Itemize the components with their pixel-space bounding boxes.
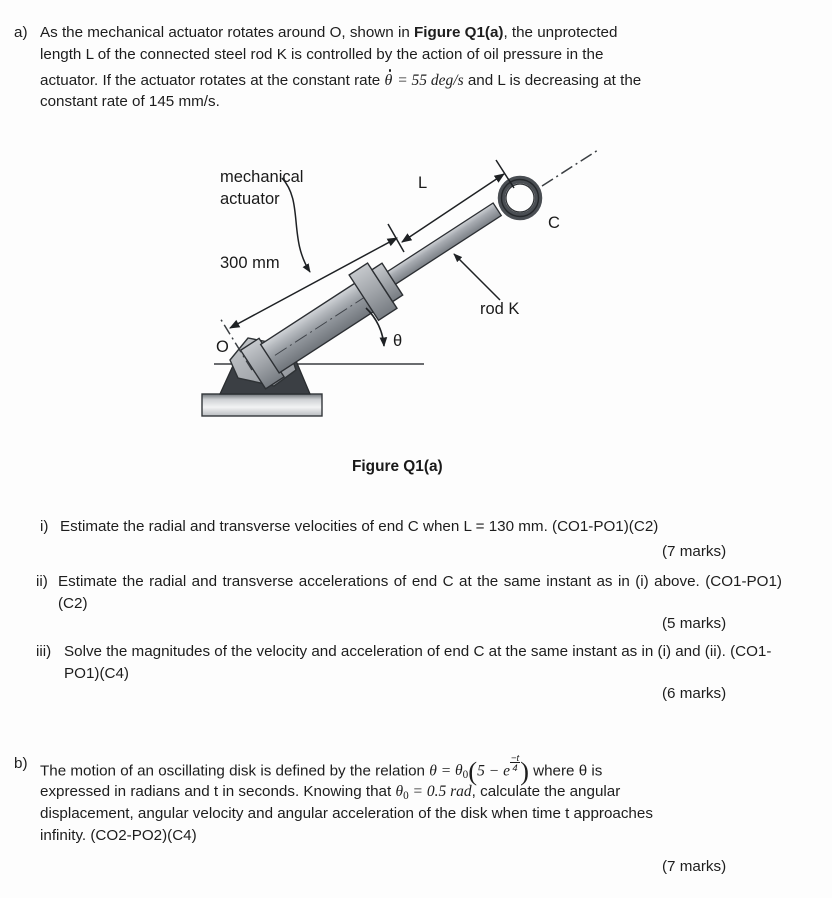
formula-theta: θ (429, 762, 437, 780)
figure-caption: Figure Q1(a) (352, 458, 443, 475)
figure-q1a-diagram (170, 132, 630, 432)
axis-extension-line (542, 150, 598, 186)
part-a-line-3 (40, 70, 784, 92)
part-a-line-4: constant rate of 145 mm/s. (40, 93, 220, 110)
part-b-line-2-post: , calculate the angular (471, 783, 621, 800)
formula-close-paren: ) (520, 756, 529, 787)
part-a-line-1 (40, 22, 780, 44)
theta-zero-value: = 0.5 (408, 783, 451, 800)
theta-dot-value: = 55 (393, 72, 431, 89)
subquestion-iii-marks: (6 marks) (662, 685, 727, 702)
theta-dot-symbol: θ (384, 70, 393, 92)
subquestion-ii-marks: (5 marks) (662, 615, 727, 632)
theta-zero-symbol (395, 783, 409, 803)
formula-theta-zero-sub: 0 (462, 769, 469, 782)
formula-theta-zero-base: θ (455, 762, 463, 780)
formula-exponent-numerator: −t (510, 752, 520, 763)
label-point-o: O (216, 338, 229, 356)
label-mechanical-actuator-line1: mechanical (220, 168, 304, 186)
formula-exponent (510, 753, 520, 773)
part-a-marker: a) (14, 24, 28, 41)
label-angle-theta: θ (393, 332, 403, 350)
figure-reference-bold: Figure Q1(a) (414, 24, 504, 41)
subquestion-ii-marker: ii) (36, 573, 48, 590)
formula-equals: = (436, 762, 456, 780)
subquestion-i-text: Estimate the radial and transverse velocities of end C when L = 130 mm. (CO1-PO1)(C2) (60, 518, 659, 535)
subquestion-ii-text: Estimate the radial and transverse accelerations of end C at the same instant as in (i) above. (CO1-PO1)(C2) (58, 573, 782, 612)
subquestion-iii-marker: iii) (36, 643, 52, 660)
end-c-eye-ring (502, 180, 539, 217)
subquestion-i-marks: (7 marks) (662, 543, 727, 560)
part-a-line-1-pre: As the mechanical actuator rotates around O, shown in (40, 24, 414, 41)
part-a-line-3-pre: actuator. If the actuator rotates at the constant rate (40, 72, 385, 89)
label-point-c: C (548, 214, 560, 232)
subquestion-iii-text: Solve the magnitudes of the velocity and acceleration of end C at the same instant as in (i) and (ii). (CO1-PO1)(C4) (64, 643, 772, 682)
base-plate (202, 394, 322, 416)
theta-zero-units: rad (450, 783, 472, 800)
part-b-line-1-post: where θ is (528, 762, 603, 780)
label-rod-k: rod K (480, 300, 520, 318)
part-b-line-1-pre: The motion of an oscillating disk is defined by the relation (40, 762, 430, 780)
part-b-marker: b) (14, 755, 28, 772)
label-mechanical-actuator-line2: actuator (220, 190, 280, 208)
label-dimension-300mm: 300 mm (220, 254, 280, 272)
part-a-line-1-post: , the unprotected (503, 24, 618, 41)
theta-zero-sub: 0 (403, 790, 409, 803)
rod-k-leader-arrow (454, 254, 500, 300)
actuator-cylinder-group (238, 188, 512, 392)
theta-dot-units: deg/s (430, 72, 464, 89)
actuator-leader-arrow (282, 178, 310, 272)
formula-open-paren: ( (468, 756, 478, 787)
subquestion-i-marker: i) (40, 518, 49, 535)
part-b-line-2-pre: expressed in radians and t in seconds. Knowing that (40, 783, 396, 800)
part-b-line-4: infinity. (CO2-PO2)(C4) (40, 827, 197, 844)
formula-theta-zero (455, 762, 469, 782)
formula-exponent-denominator: 4 (512, 762, 518, 774)
part-b-line-3: displacement, angular velocity and angular acceleration of the disk when time t approaches (40, 805, 653, 822)
rod-k-shaft (387, 203, 501, 284)
part-a-line-3-post: and L is decreasing at the (463, 72, 642, 89)
theta-zero-base: θ (395, 783, 404, 800)
label-dimension-L: L (418, 174, 428, 192)
part-a-line-2: length L of the connected steel rod K is controlled by the action of oil pressure in the (40, 45, 604, 63)
part-b-marks: (7 marks) (662, 858, 727, 875)
formula-body: 5 − (477, 762, 504, 780)
formula-e: e (503, 762, 510, 780)
